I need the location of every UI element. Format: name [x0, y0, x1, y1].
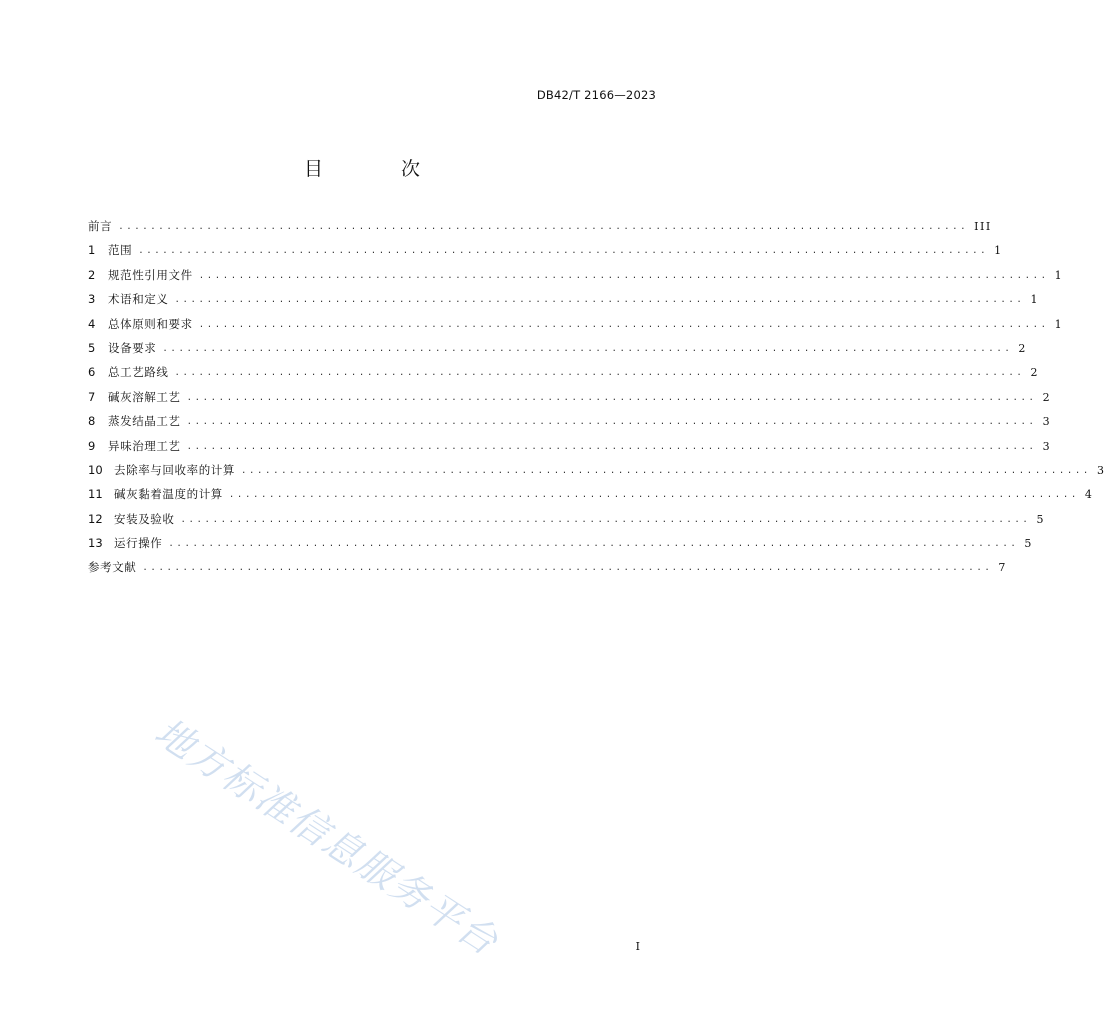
- toc-dot-leader: ..........................................................................................................: [174, 368, 1025, 379]
- toc-entry-page: 3: [1096, 463, 1105, 477]
- toc-entry-number: 6: [88, 365, 96, 380]
- toc-dot-leader: ..........................................................................................................: [241, 465, 1091, 476]
- toc-entry-number: 4: [88, 316, 96, 331]
- toc-entry-label: 参考文献: [88, 560, 137, 575]
- toc-entry-label: 术语和定义: [108, 292, 169, 307]
- toc-entry-label: 蒸发结晶工艺: [108, 414, 181, 429]
- toc-entry-number: 3: [88, 292, 96, 307]
- toc-entry-label: 异味治理工艺: [108, 438, 181, 453]
- toc-entry-6[interactable]: [88, 364, 1039, 388]
- toc-entry-number: 5: [88, 340, 96, 355]
- toc-dot-leader: ..........................................................................................................: [142, 563, 993, 574]
- toc-entry-number: 10: [88, 462, 103, 477]
- toc-entry-page: 3: [1042, 415, 1052, 429]
- toc-dot-leader: ..........................................................................................................: [162, 343, 1013, 354]
- toc-dot-leader: ..........................................................................................................: [186, 441, 1037, 452]
- toc-entry-4[interactable]: [88, 316, 1064, 340]
- toc-entry-label: 安装及验收: [114, 511, 175, 526]
- toc-entry-1[interactable]: [88, 242, 1003, 266]
- toc-entry-page: 2: [1018, 341, 1027, 355]
- toc-entry-label: 碱灰溶解工艺: [108, 389, 181, 404]
- toc-dot-leader: ..........................................................................................................: [186, 417, 1037, 428]
- toc-entry-bibliography[interactable]: [88, 559, 1007, 583]
- toc-entry-number: 11: [88, 487, 103, 502]
- toc-title: 目 次: [303, 158, 457, 180]
- toc-entry-12[interactable]: [88, 511, 1045, 535]
- toc-dot-leader: ..........................................................................................................: [168, 539, 1019, 550]
- toc-entry-label: 设备要求: [108, 340, 157, 355]
- toc-entry-page: 3: [1042, 439, 1052, 453]
- toc-entry-number: 13: [88, 536, 103, 551]
- toc-entry-page: 5: [1036, 512, 1045, 526]
- document-code: DB42/T 2166—2023: [536, 88, 656, 102]
- toc-entry-page: 5: [1024, 537, 1033, 551]
- toc-entry-2[interactable]: [88, 267, 1064, 291]
- toc-entry-number: 12: [88, 511, 103, 526]
- toc-entry-3[interactable]: [88, 291, 1039, 315]
- toc-entry-page: 1: [994, 244, 1003, 258]
- toc-entry-label: 运行操作: [114, 536, 163, 551]
- toc-entry-page: III: [974, 220, 992, 233]
- toc-dot-leader: ..........................................................................................................: [228, 490, 1079, 501]
- toc-entry-label: 规范性引用文件: [108, 267, 193, 282]
- toc-entry-page: 2: [1030, 366, 1039, 380]
- toc-dot-leader: ..........................................................................................................: [118, 222, 969, 232]
- toc-entry-label: 去除率与回收率的计算: [114, 462, 235, 477]
- toc-entry-number: 8: [88, 414, 96, 429]
- toc-entry-label: 范围: [108, 243, 133, 258]
- toc-dot-leader: ..........................................................................................................: [198, 270, 1049, 281]
- toc-entry-7[interactable]: [88, 389, 1052, 413]
- toc-entry-number: 9: [88, 438, 96, 453]
- toc-dot-leader: ..........................................................................................................: [180, 514, 1031, 525]
- toc-dot-leader: ..........................................................................................................: [138, 246, 989, 257]
- toc-dot-leader: ..........................................................................................................: [174, 295, 1025, 306]
- watermark-text: 地方标准信息服务平台: [147, 709, 507, 965]
- footer-page-number: I: [635, 940, 640, 953]
- toc-entry-13[interactable]: [88, 535, 1033, 559]
- toc-entry-label: 前言: [88, 219, 113, 233]
- toc-entry-5[interactable]: [88, 340, 1027, 364]
- toc-entry-label: 总体原则和要求: [108, 316, 193, 331]
- toc-entry-9[interactable]: [88, 438, 1052, 462]
- toc-entry-foreword[interactable]: [88, 218, 992, 242]
- table-of-contents: [88, 218, 1105, 584]
- toc-entry-page: 4: [1084, 488, 1094, 502]
- toc-entry-number: 2: [88, 267, 96, 282]
- toc-entry-10[interactable]: [88, 462, 1105, 486]
- toc-entry-label: 碱灰黏着温度的计算: [114, 487, 223, 502]
- toc-dot-leader: ..........................................................................................................: [198, 319, 1049, 330]
- toc-entry-page: 1: [1030, 293, 1039, 307]
- toc-entry-page: 1: [1054, 317, 1064, 331]
- toc-entry-page: 7: [998, 561, 1007, 575]
- toc-entry-page: 2: [1042, 390, 1052, 404]
- toc-entry-8[interactable]: [88, 413, 1052, 437]
- toc-entry-page: 1: [1054, 268, 1064, 282]
- toc-entry-11[interactable]: [88, 486, 1094, 510]
- toc-entry-label: 总工艺路线: [108, 365, 169, 380]
- toc-entry-number: 7: [88, 389, 96, 404]
- toc-entry-number: 1: [88, 243, 96, 258]
- toc-dot-leader: ..........................................................................................................: [186, 392, 1037, 403]
